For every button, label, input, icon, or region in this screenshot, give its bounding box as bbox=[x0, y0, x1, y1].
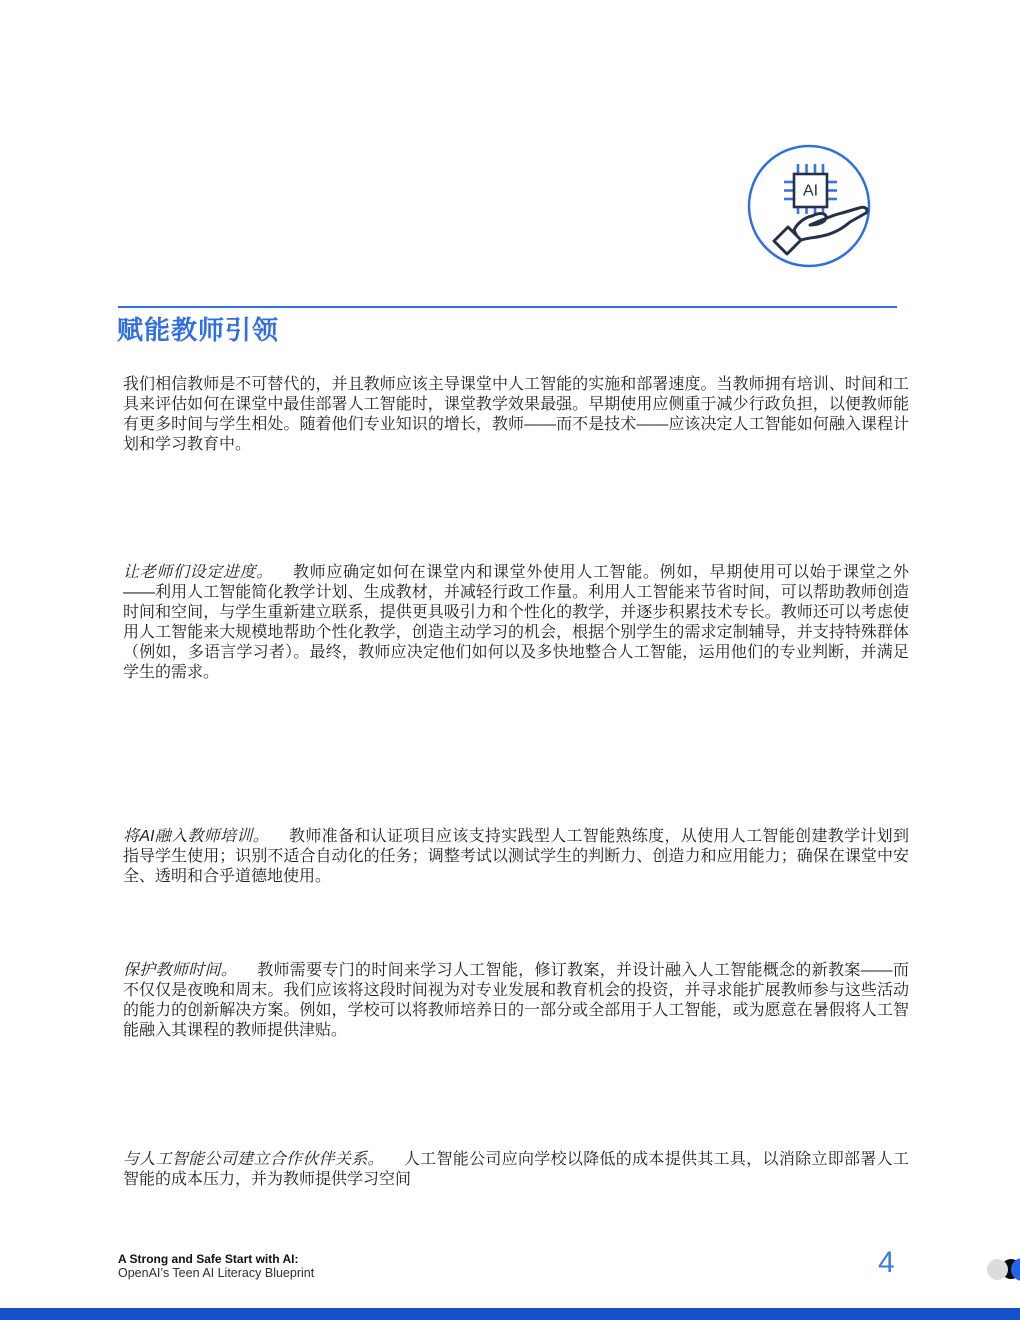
bottom-accent-bar bbox=[0, 1308, 1020, 1320]
paragraph-lead: 将AI融入教师培训。 bbox=[123, 828, 270, 845]
paragraph-lead: 让老师们设定进度。 bbox=[123, 564, 273, 581]
hand-holding-ai-chip-icon bbox=[744, 142, 874, 272]
chip-ai-label: AI bbox=[802, 182, 819, 200]
page-number: 4 bbox=[878, 1246, 895, 1279]
section-title: 赋能教师引领 bbox=[117, 315, 280, 345]
paragraph-lead: 保护教师时间。 bbox=[123, 962, 238, 979]
paragraph-body: 教师准备和认证项目应该支持实践型人工智能熟练度，从使用人工智能创建教学计划到指导学生使用；识别不适合自动化的任务；调整考试以测试学生的判断力、创造力和应用能力；确保在课堂中安全、透明和合乎道德地使用。 bbox=[123, 828, 909, 885]
viewer-widget[interactable] bbox=[985, 1258, 1020, 1282]
paragraph-ai-in-teacher-training bbox=[123, 827, 909, 887]
paragraph-partner-with-ai-companies bbox=[123, 1150, 909, 1190]
paragraph-body: 人工智能公司应向学校以降低的成本提供其工具，以消除立即部署人工智能的成本压力，并为教师提供学习空间 bbox=[123, 1151, 909, 1188]
paragraph-body: 教师需要专门的时间来学习人工智能，修订教案，并设计融入人工智能概念的新教案——而不仅仅是夜晚和周末。我们应该将这段时间视为对专业发展和教育机会的投资，并寻求能扩展教师参与这些活动的能力的创新解决方案。例如，学校可以将教师培养日的一部分或全部用于人工智能，或为愿意在暑假将人工智能融入其课程的教师提供津贴。 bbox=[123, 962, 909, 1039]
paragraph-protect-teacher-time bbox=[123, 961, 909, 1041]
paragraph-lead: 与人工智能公司建立合作伙伴关系。 bbox=[123, 1151, 384, 1168]
paragraph-body: 教师应确定如何在课堂内和课堂外使用人工智能。例如，早期使用可以始于课堂之外——利用人工智能简化教学计划、生成教材，并减轻行政工作量。利用人工智能来节省时间，可以帮助教师创造时间和空间，与学生重新建立联系，提供更具吸引力和个性化的教学，并逐步积累技术专长。教师还可以考虑使用人工智能来大规模地帮助个性化教学，创造主动学习的机会，根据个别学生的需求定制辅导，并支持特殊群体（例如，多语言学习者）。最终，教师应决定他们如何以及多快地整合人工智能，运用他们的专业判断，并满足学生的需求。 bbox=[123, 564, 909, 681]
intro-paragraph: 我们相信教师是不可替代的，并且教师应该主导课堂中人工智能的实施和部署速度。当教师拥有培训、时间和工具来评估如何在课堂中最佳部署人工智能时，课堂教学效果最强。早期使用应侧重于减少行政负担，以便教师能有更多时间与学生相处。随着他们专业知识的增长，教师——而不是技术——应该决定人工智能如何融入课程计划和学习教育中。 bbox=[123, 376, 909, 453]
section-divider-line bbox=[118, 306, 897, 308]
footer bbox=[118, 1252, 314, 1280]
footer-title: A Strong and Safe Start with AI: bbox=[118, 1252, 299, 1266]
widget-gray-circle[interactable] bbox=[987, 1259, 1008, 1280]
paragraph-teachers-set-pace bbox=[123, 563, 909, 683]
footer-subtitle: OpenAI’s Teen AI Literacy Blueprint bbox=[118, 1266, 315, 1280]
